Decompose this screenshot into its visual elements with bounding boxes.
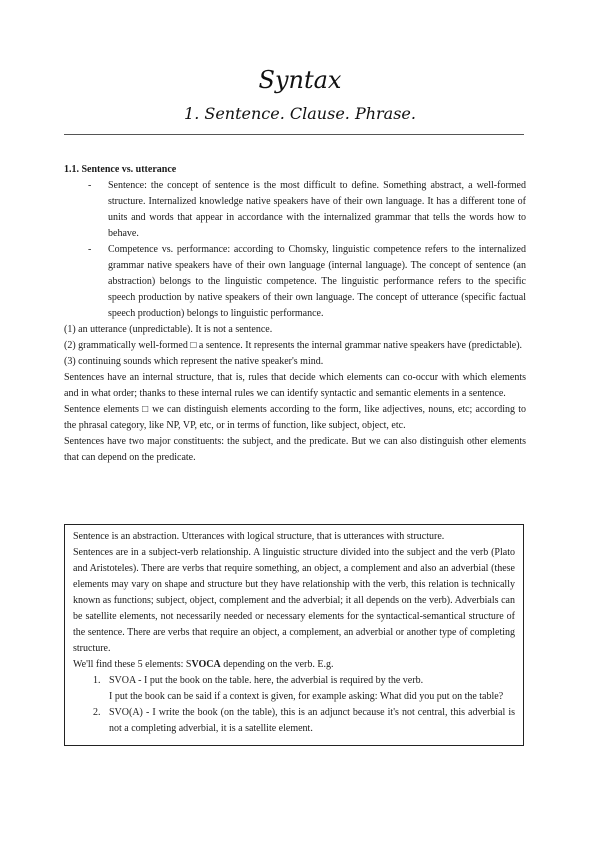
elements-line [73, 657, 515, 673]
example-item [73, 673, 515, 705]
paragraph: (3) continuing sounds which represent the native speaker's mind. [64, 356, 324, 367]
item-number: 1. [93, 675, 101, 686]
title-divider [64, 134, 524, 135]
paragraph: Sentences have an internal structure, that is, rules that decide which elements can co-occur with which elements and in what order; thanks to these internal rules we can identify syntactic and semantic elements in a sentence. [64, 372, 526, 399]
main-content [64, 162, 526, 466]
bullet-item [64, 242, 526, 322]
paragraph: Sentences have two major constituents: the subject, and the predicate. But we can also distinguish other elements that can depend on the predicate. [64, 436, 526, 463]
chapter-title: 1. Sentence. Clause. Phrase. [184, 104, 416, 123]
bullet-text: Sentence: the concept of sentence is the most difficult to define. Something abstract, a well-formed structure. Internalized knowledge native speakers have of their own language. It has a different tone of units and words that appear in accordance with the internalized grammar that tells the words how to behave. [108, 180, 526, 239]
example-text: SVO(A) - I write the book (on the table), this is an adjunct because it's not central, this adverbial is not a completing adverbial, it is a satellite element. [109, 707, 515, 734]
dash-icon: - [88, 180, 92, 191]
paragraph: (2) grammatically well-formed □ a sentence. It represents the internal grammar native speakers have (predictable). [64, 340, 523, 351]
box-paragraph: Sentences are in a subject-verb relationship. A linguistic structure divided into the subject and the verb (Plato and Aristoteles). There are verbs that require something, an object, a complement and also an adverbial (these elements may vary on shape and structure but they have relationship with the verb, this relation is technically known as functions; subject, object, complement and the adverbial; it all depends on the verb). Adverbials can be satellite elements, not necessarily needed or necessary elements for the syntactical-semantical structure of the sentence. There are verbs that require an object, a complement, an adverbial or another type of completing structure. [73, 547, 515, 654]
example-item [73, 705, 515, 737]
elements-suffix: depending on the verb. E.g. [220, 659, 334, 670]
example-detail: I put the book can be said if a context is given, for example asking: What did you put on the table? [109, 691, 504, 702]
box-paragraph: Sentence is an abstraction. Utterances with logical structure, that is utterances with structure. [73, 531, 445, 542]
paragraph: Sentence elements □ we can distinguish elements according to the form, like adjectives, nouns, etc; according to the phrasal category, like NP, VP, etc, or in terms of function, like subject, object, etc. [64, 404, 526, 431]
paragraph: (1) an utterance (unpredictable). It is not a sentence. [64, 324, 273, 335]
page-title: Syntax [258, 66, 342, 94]
bullet-list [64, 178, 526, 322]
section-heading: 1.1. Sentence vs. utterance [64, 164, 177, 175]
elements-prefix: We'll find these 5 elements: S [73, 659, 192, 670]
example-text: SVOA - I put the book on the table. here, the adverbial is required by the verb. [109, 675, 424, 686]
dash-icon: - [88, 244, 92, 255]
example-list [73, 673, 515, 737]
notes-box [64, 524, 524, 746]
elements-bold: VOCA [191, 659, 221, 670]
bullet-item [64, 178, 526, 242]
item-number: 2. [93, 707, 101, 718]
bullet-text: Competence vs. performance: according to Chomsky, linguistic competence refers to the internalized grammar native speakers have of their own language (internal language). The concept of sentence (an abstraction) belongs to the linguistic competence. The linguistic performance refers to the specific speech production by native speakers of their own language. The concept of utterance (specific factual speech production) belongs to linguistic performance. [108, 244, 526, 319]
